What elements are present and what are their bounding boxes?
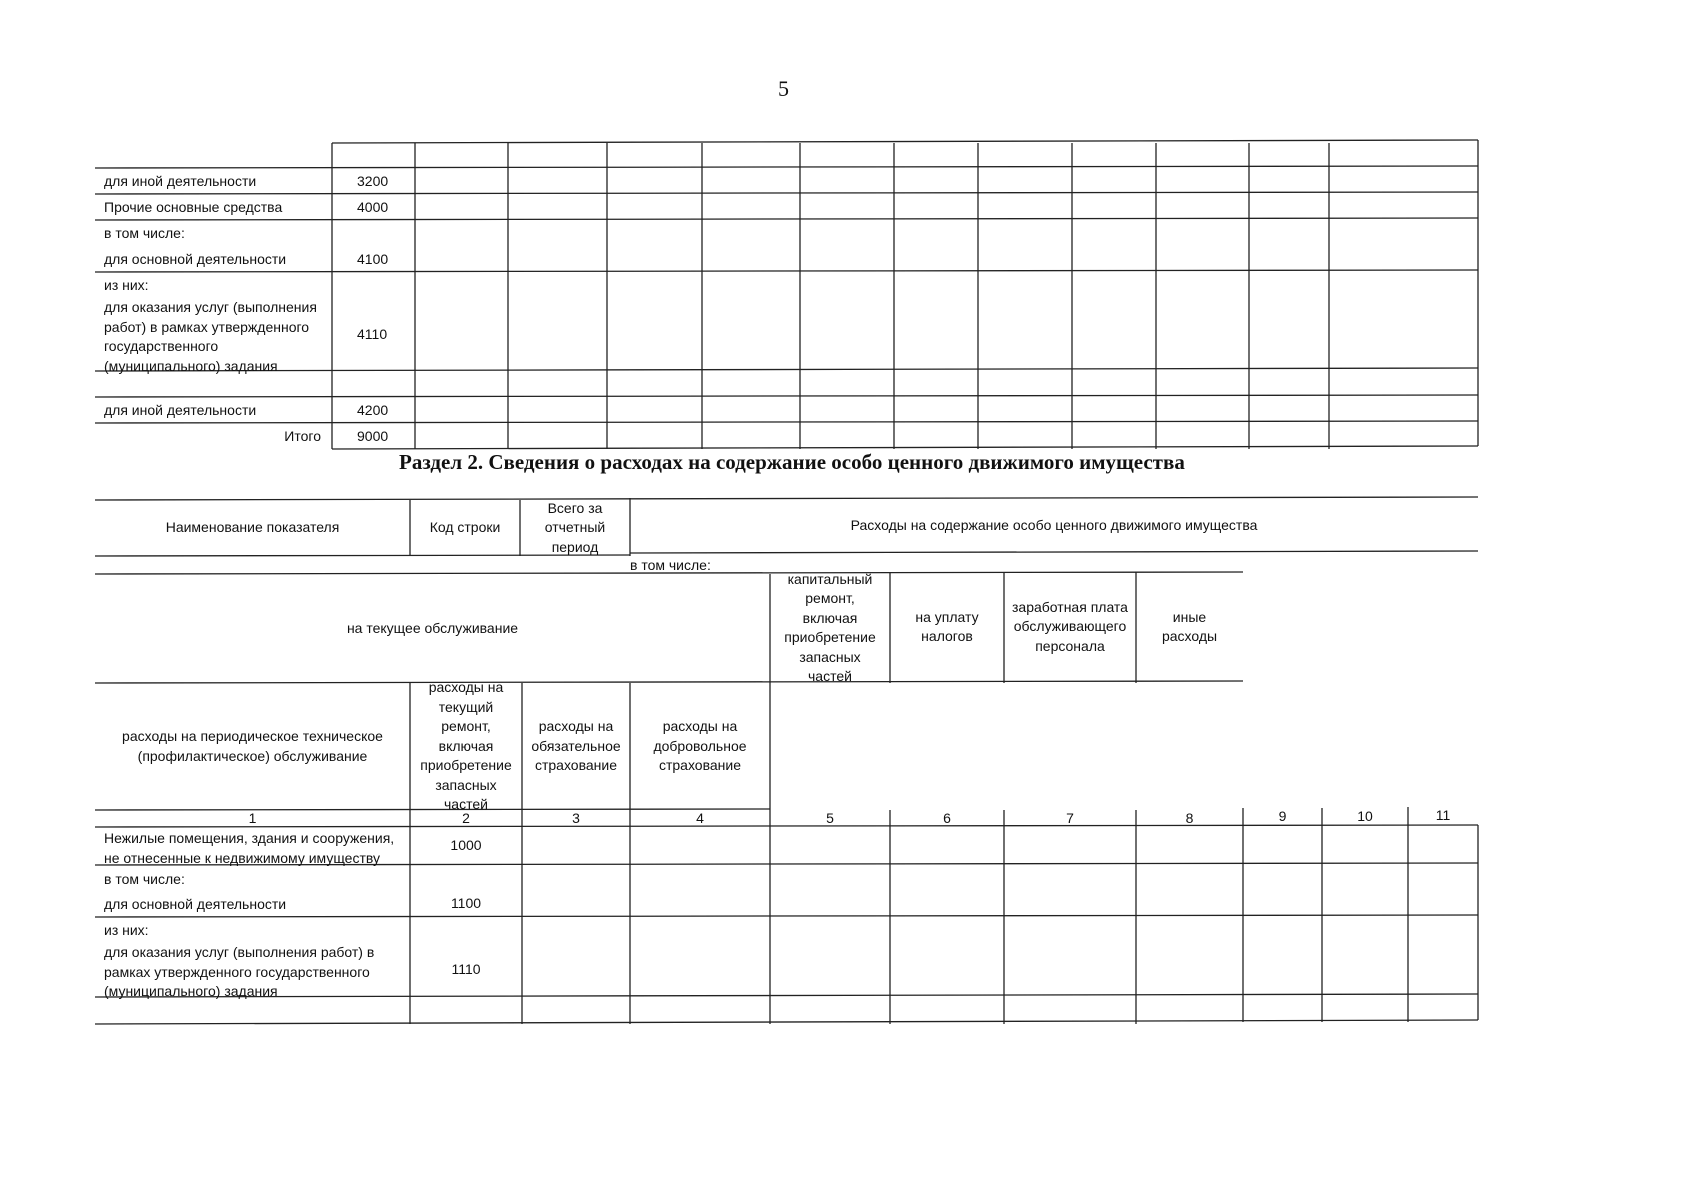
header-expenses-group: Расходы на содержание особо ценного движимого имущества — [850, 516, 1258, 533]
column-number: 1 — [248, 809, 257, 826]
header-taxes: на уплату налогов — [915, 608, 979, 644]
table-row-name: Прочие основные средства — [104, 199, 283, 215]
table-row-name: Нежилые помещения, здания и сооружения, не отнесенные к недвижимому имуществу — [104, 830, 395, 866]
column-number: 11 — [1435, 806, 1451, 823]
header-row-code: Код строки — [429, 519, 501, 536]
table-row-name: для основной деятельности — [104, 896, 287, 912]
header-periodic-maintenance: расходы на периодическое техническое (профилактическое) обслуживание — [122, 728, 383, 764]
page-number: 5 — [778, 76, 789, 101]
section-title: Раздел 2. Сведения о расходах на содержание особо ценного движимого имущества — [399, 450, 1185, 474]
header-current-service: на текущее обслуживание — [346, 619, 519, 636]
table-row-name: из них: — [104, 922, 149, 938]
column-number: 5 — [826, 809, 834, 826]
column-number: 8 — [1185, 809, 1194, 826]
column-number: 2 — [462, 809, 470, 826]
header-total-period: Всего за отчетный период — [544, 499, 606, 555]
table-row-code: 1100 — [450, 895, 482, 912]
table-row-code: 9000 — [357, 428, 389, 444]
header-capital-repair: капитальный ремонт, включая приобретение запасных частей — [784, 570, 876, 684]
header-other: иные расходы — [1161, 608, 1218, 644]
table-row-code: 4110 — [357, 326, 388, 342]
table-row-name: для оказания услуг (выполнения работ) в рамках утвержденного государственного (муниципального) задания — [104, 299, 317, 374]
table-row-code: 4200 — [357, 402, 389, 418]
table-row-name: для оказания услуг (выполнения работ) в рамках утвержденного государственного (муниципального) задания — [104, 944, 375, 999]
column-number: 9 — [1278, 807, 1287, 824]
table-row-code: 3200 — [357, 173, 389, 189]
column-number: 3 — [572, 809, 580, 826]
header-indicator-name: Наименование показателя — [165, 519, 340, 536]
table-row-name: для основной деятельности — [104, 251, 287, 267]
table-row-code: 1110 — [451, 961, 481, 978]
header-voluntary-insurance: расходы на добровольное страхование — [653, 718, 747, 774]
table-row-code: 4000 — [357, 199, 389, 215]
table-row-name: для иной деятельности — [104, 173, 257, 189]
header-including: в том числе: — [630, 557, 711, 573]
table-row-name: в том числе: — [104, 871, 185, 887]
table-row-name: в том числе: — [104, 225, 185, 241]
header-current-repair: расходы на текущий ремонт, включая приобретение запасных частей — [420, 679, 512, 813]
header-mandatory-insurance: расходы на обязательное страхование — [531, 718, 621, 774]
table-row-code: 1000 — [450, 837, 482, 854]
table-row-name: из них: — [104, 277, 149, 293]
table-row-code: 4100 — [357, 251, 389, 267]
column-number: 7 — [1066, 809, 1074, 826]
column-number: 6 — [943, 809, 951, 826]
column-number: 10 — [1357, 807, 1373, 824]
total-label: Итого — [284, 428, 321, 444]
table-row-name: для иной деятельности — [104, 402, 257, 418]
column-number: 4 — [696, 809, 704, 826]
header-salary: заработная плата обслуживающего персонала — [1012, 598, 1128, 654]
